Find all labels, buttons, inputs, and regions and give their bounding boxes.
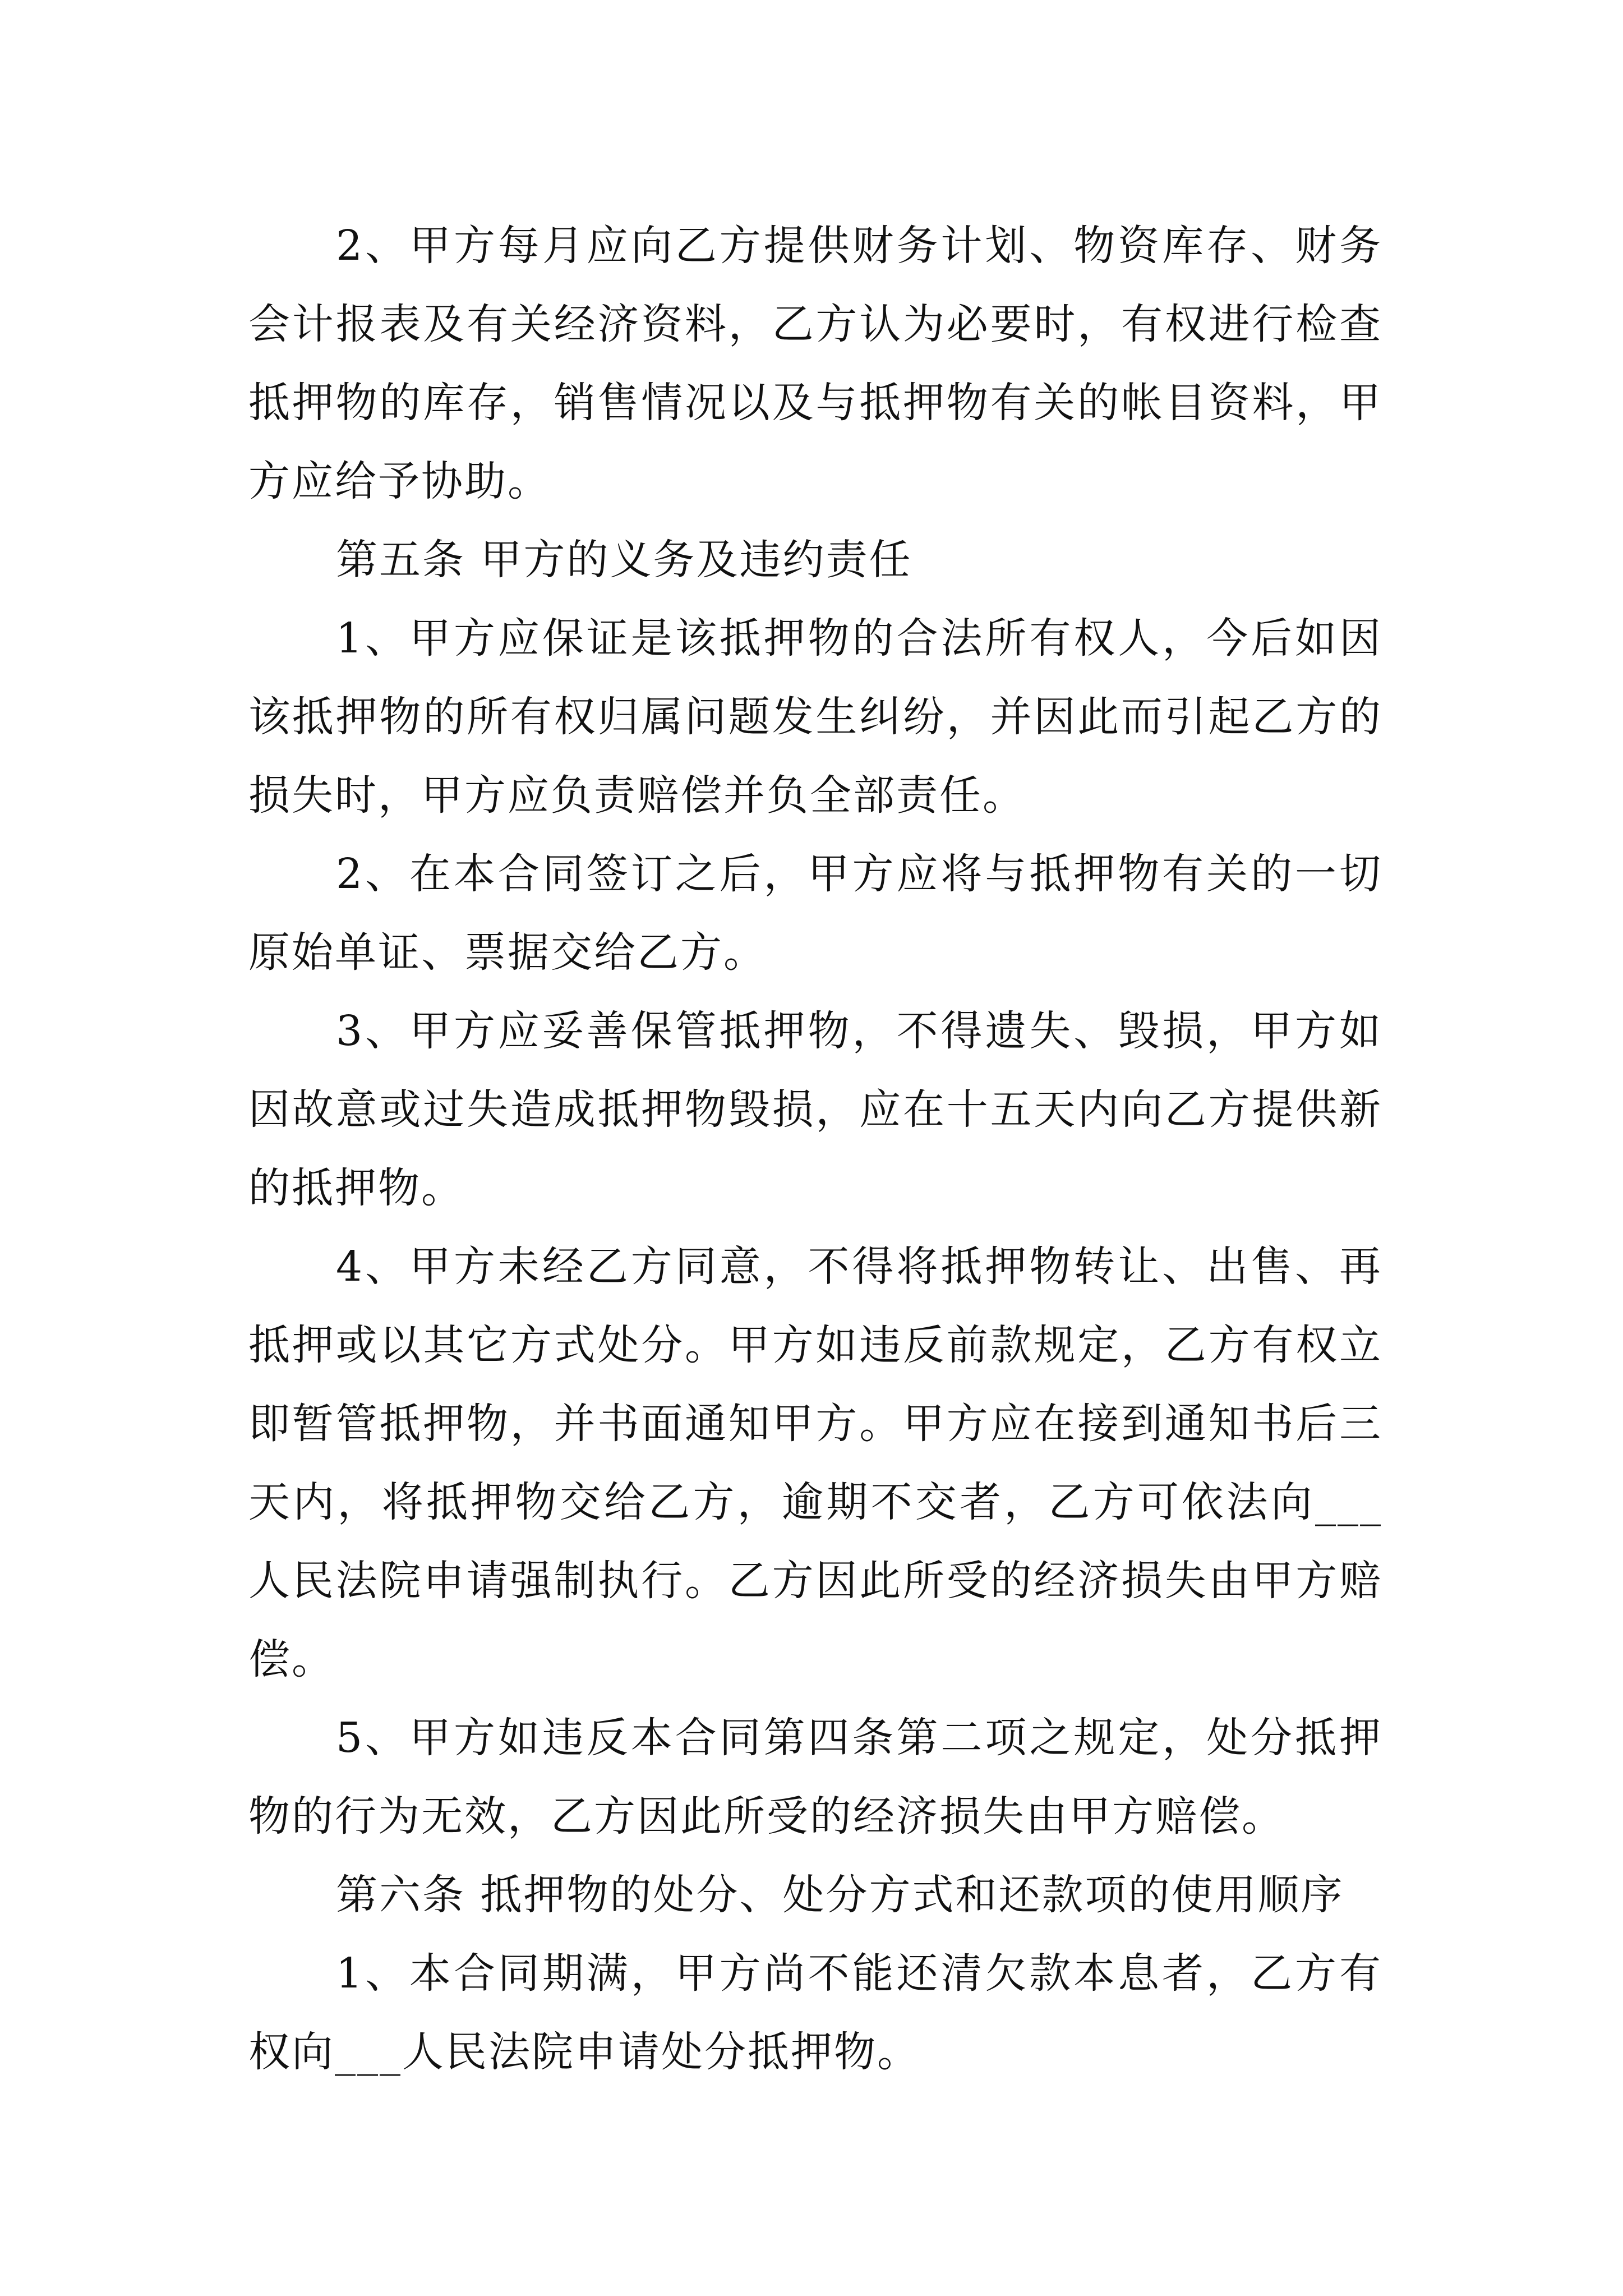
paragraph-clause-5-item-1: 1、甲方应保证是该抵押物的合法所有权人，今后如因该抵押物的所有权归属问题发生纠纷，并因此而引起乙方的损失时，甲方应负责赔偿并负全部责任。	[248, 614, 1382, 820]
heading-article-6: 第六条 抵押物的处分、处分方式和还款项的使用顺序	[336, 1871, 1344, 1919]
paragraph-clause-6-item-1: 1、本合同期满，甲方尚不能还清欠款本息者，乙方有权向___人民法院申请处分抵押物。	[248, 1949, 1382, 2076]
heading-article-5: 第五条 甲方的义务及违约责任	[336, 536, 912, 584]
paragraph-clause-5-item-3: 3、甲方应妥善保管抵押物，不得遗失、毁损，甲方如因故意或过失造成抵押物毁损，应在十五天内向乙方提供新的抵押物。	[248, 1007, 1382, 1212]
paragraph-clause-5-item-4: 4、甲方未经乙方同意，不得将抵押物转让、出售、再抵押或以其它方式处分。甲方如违反前款规定，乙方有权立即暂管抵押物，并书面通知甲方。甲方应在接到通知书后三天内，将抵押物交给乙方，逾期不交者，乙方可依法向___人民法院申请强制执行。乙方因此所受的经济损失由甲方赔偿。	[248, 1243, 1382, 1683]
paragraph-clause-5-item-5: 5、甲方如违反本合同第四条第二项之规定，处分抵押物的行为无效，乙方因此所受的经济损失由甲方赔偿。	[248, 1714, 1382, 1841]
paragraph-clause-5-item-2: 2、在本合同签订之后，甲方应将与抵押物有关的一切原始单证、票据交给乙方。	[248, 850, 1382, 977]
paragraph-clause-4-item-2: 2、甲方每月应向乙方提供财务计划、物资库存、财务会计报表及有关经济资料，乙方认为必要时，有权进行检查抵押物的库存，销售情况以及与抵押物有关的帐目资料，甲方应给予协助。	[248, 222, 1382, 505]
document-body	[248, 206, 1382, 2091]
